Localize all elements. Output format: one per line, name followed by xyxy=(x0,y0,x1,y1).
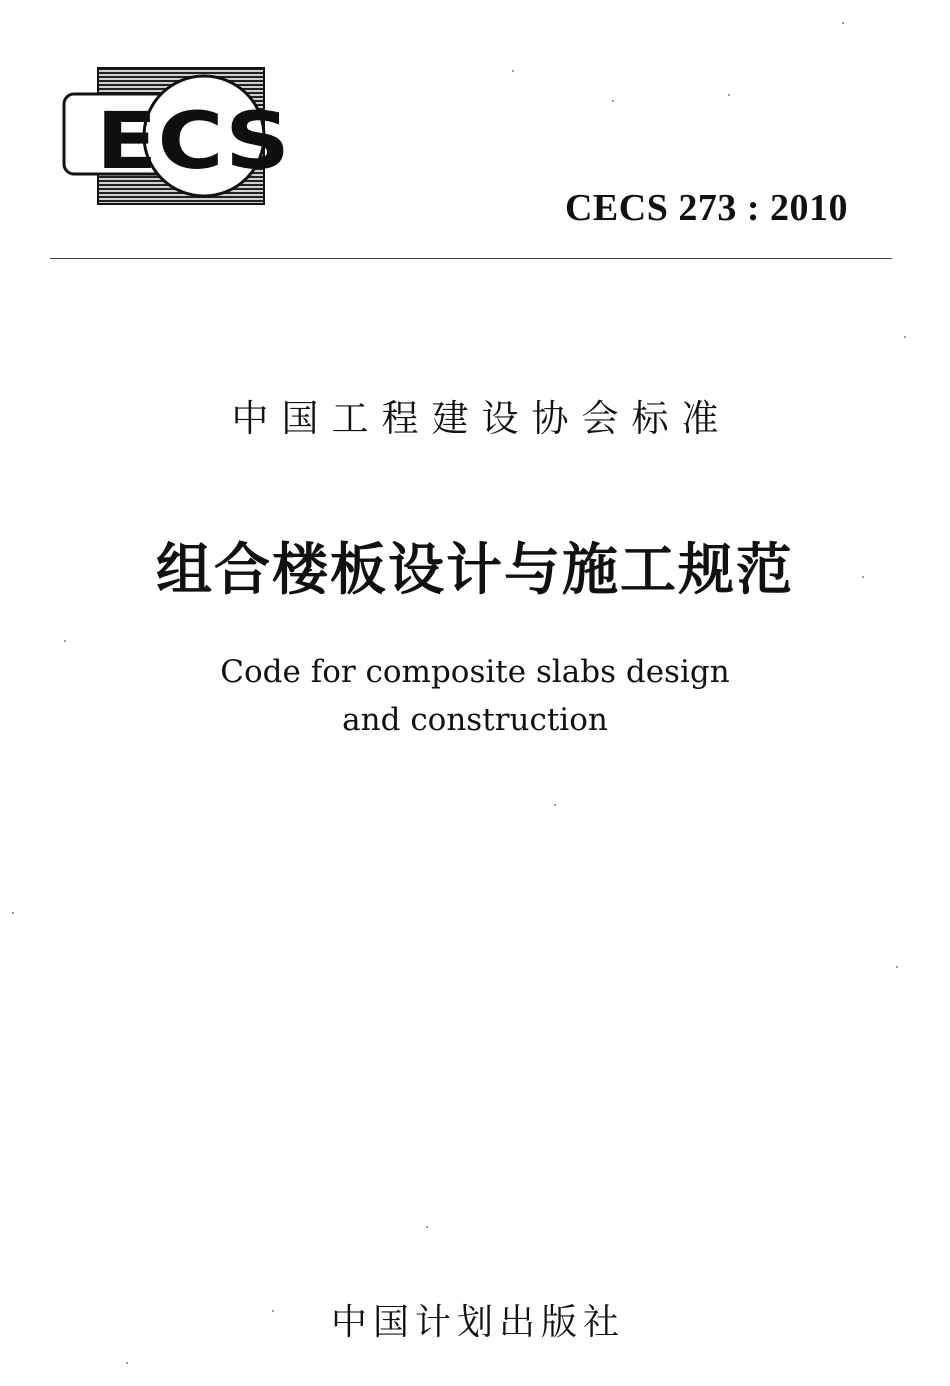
speck xyxy=(728,94,730,96)
title-chinese: 组合楼板设计与施工规范 xyxy=(156,538,794,603)
speck xyxy=(554,804,556,806)
publisher-name: 中国计划出版社 xyxy=(330,1302,625,1343)
speck xyxy=(12,912,14,914)
logo-lettering: ECS xyxy=(96,97,290,187)
speck xyxy=(512,70,514,72)
speck xyxy=(904,336,906,338)
speck xyxy=(126,1362,128,1364)
header-divider xyxy=(50,258,892,259)
association-name: 中国工程建设协会标准 xyxy=(231,397,732,440)
title-english-line-2: and construction xyxy=(342,702,608,738)
title-english xyxy=(0,648,950,744)
title-english-line-1: Code for composite slabs design xyxy=(220,654,730,690)
speck xyxy=(64,640,66,642)
standard-code: CECS 273 : 2010 xyxy=(564,187,848,229)
speck xyxy=(612,100,614,102)
speck xyxy=(862,576,864,578)
speck xyxy=(272,1310,274,1312)
speck xyxy=(426,1226,428,1228)
speck xyxy=(896,966,898,968)
speck xyxy=(842,22,844,24)
ecs-logo xyxy=(60,64,296,210)
